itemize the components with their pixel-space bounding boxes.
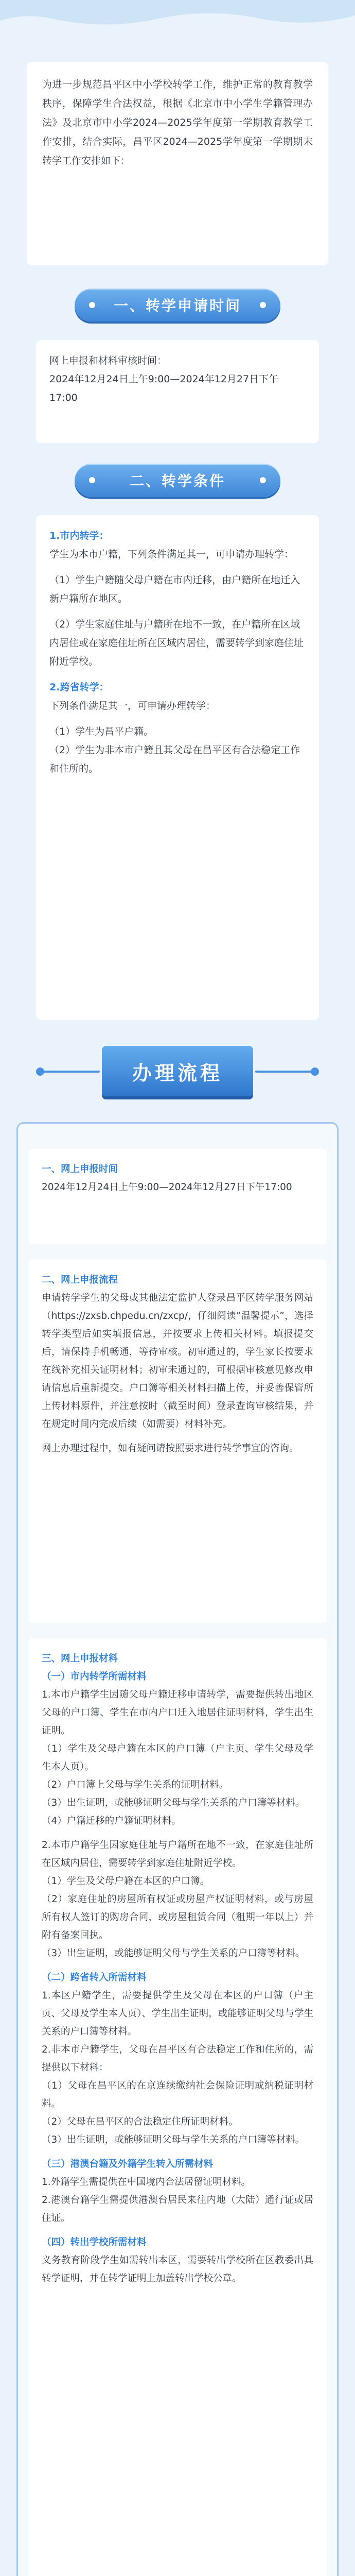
banner-dot-right (311, 1067, 319, 1076)
process-line: 1.外籍学生需提供在中国境内合法居留证明材料。 (42, 2177, 251, 2188)
process-line: 网上办理过程中，如有疑问请按照要求进行转学事宜的咨询。 (42, 1443, 299, 1454)
process-block-flow (28, 1260, 327, 1623)
time-line: 2024年12月24日上午9:00—2024年12月27日下午17:00 (49, 374, 279, 403)
process-line: 2.本市户籍学生因家庭住址与户籍所在地不一致，在家庭住址所在区域内居住，需要转学到家庭住址附近学校。 (42, 1840, 313, 1869)
conditions-card (36, 515, 319, 1020)
time-line: 网上申报和材料审核时间： (49, 355, 167, 366)
banner-line-left (43, 1071, 100, 1073)
top-wave-decoration (0, 0, 355, 31)
process-line: （3）出生证明，或能够证明父母与学生关系的户口簿等材料。 (42, 1798, 305, 1808)
process-line: 2.非本市户籍学生，父母在昌平区有合法稳定工作和住所的，需提供以下材料： (42, 2044, 313, 2073)
conditions-line: （2）学生家庭住址与户籍所在地不一致，在户籍所在区域内居住或在家庭住址所在区域内居住，需要转学到家庭住址附近学校。 (49, 619, 304, 667)
process-heading: 二、网上申报流程 (42, 1275, 118, 1285)
conditions-line: （1）学生为昌平户籍。 (49, 726, 154, 737)
section-title-time: 一、转学申请时间 (75, 289, 280, 321)
process-subheading: （二）跨省转入所需材料 (42, 1972, 147, 1983)
conditions-heading-local: 1.市内转学： (49, 530, 109, 541)
process-line: （3）出生证明，或能够证明父母与学生关系的户口簿等材料。 (42, 1948, 305, 1959)
section-title-conditions: 二、转学条件 (75, 464, 280, 497)
process-banner-title: 办理流程 (102, 1046, 253, 1096)
process-line: （3）出生证明，或能够证明父母与学生关系的户口簿等材料。 (42, 2134, 305, 2145)
banner-line-right (255, 1071, 312, 1073)
process-subheading: （四）转出学校所需材料 (42, 2237, 147, 2248)
process-line: 义务教育阶段学生如需转出本区，需要转出学校所在区教委出具转学证明，并在转学证明上加盖转出学校公章。 (42, 2255, 313, 2284)
process-line: （1）学生及父母户籍在本区的户口簿。 (42, 1876, 210, 1887)
conditions-line: （1）学生户籍随父母户籍在市内迁移，由户籍所在地迁入新户籍所在地区。 (49, 574, 300, 604)
process-banner (36, 1046, 319, 1100)
process-line: 2.港澳台籍学生需提供港澳台居民来往内地（大陆）通行证或居住证。 (42, 2195, 313, 2224)
process-line: （4）户籍迁移的户籍证明材料。 (42, 1816, 181, 1826)
process-subheading: （一）市内转学所需材料 (42, 1671, 147, 1682)
process-subheading: （三）港澳台籍及外籍学生转入所需材料 (42, 2159, 214, 2170)
conditions-line: 下列条件满足其一，可申请办理转学： (49, 700, 216, 711)
process-line: 1.本区户籍学生，需要提供学生及父母在本区的户口簿（户主页、父母及学生本人页）、学生出生证明，或能够证明父母与学生关系的户口簿等材料。 (42, 1990, 313, 2037)
process-line: 1.本市户籍学生因随父母户籍迁移申请转学，需要提供转出地区父母的户口簿、学生在市内户口迁入地居住证明材料，学生出生证明。 (42, 1689, 313, 1736)
conditions-line: （2）学生为非本市户籍且其父母在昌平区有合法稳定工作和住所的。 (49, 744, 300, 774)
process-heading: 三、网上申报材料 (42, 1653, 118, 1664)
process-block-time (28, 1149, 327, 1244)
intro-card (27, 62, 328, 265)
conditions-heading-cross: 2.跨省转学： (49, 682, 109, 693)
process-line: （1）学生及父母户籍在本区的户口簿（户主页、学生父母及学生本人页）。 (42, 1743, 313, 1772)
process-line: （2）户口簿上父母与学生关系的证明材料。 (42, 1780, 229, 1790)
time-card (36, 340, 319, 443)
process-line: 2024年12月24日上午9:00—2024年12月27日下午17:00 (42, 1182, 292, 1193)
process-line: （1）父母在昌平区的在京连续缴纳社会保险证明或纳税证明材料。 (42, 2080, 313, 2109)
conditions-line: 学生为本市户籍，下列条件满足其一，可申请办理转学： (49, 549, 294, 560)
process-block-materials (28, 1638, 327, 2576)
process-line: （2）父母在昌平区的合法稳定住所证明材料。 (42, 2116, 238, 2127)
process-line: （2）家庭住址的房屋所有权证或房屋产权证明材料，或与房屋所有权人签订的购房合同，或房屋租赁合同（租期一年以上）并附有备案回执。 (42, 1894, 313, 1941)
process-line: 申请转学学生的父母或其他法定监护人登录昌平区转学服务网站（https://zxsb.chpedu.cn/zxcp/，仔细阅读“温馨提示”，选择转学类型后如实填报信息，并按要求上传相关材料。填报提交后，请保持手机畅通，等待审核。初审通过的，学生家长按要求在线补充相关证明材料；初审未通过的，可根据审核意见修改申请信息后重新提交。户口簿等相关材料扫描上传，并妥善保管所上传材料原件，并注意按时（截至时间）登录查询审核结果，并在规定时间内完成后续（如需要）材料补充。 (42, 1293, 313, 1430)
intro-text: 为进一步规范昌平区中小学校转学工作，维护正常的教育教学秩序，保障学生合法权益，根据《北京市中小学生学籍管理办法》及北京市中小学2024—2025学年度第一学期教育教学工作安排，结合实际，昌平区2024—2025学年度第一学期期末转学工作安排如下： (42, 79, 313, 166)
process-heading: 一、网上申报时间 (42, 1164, 118, 1175)
